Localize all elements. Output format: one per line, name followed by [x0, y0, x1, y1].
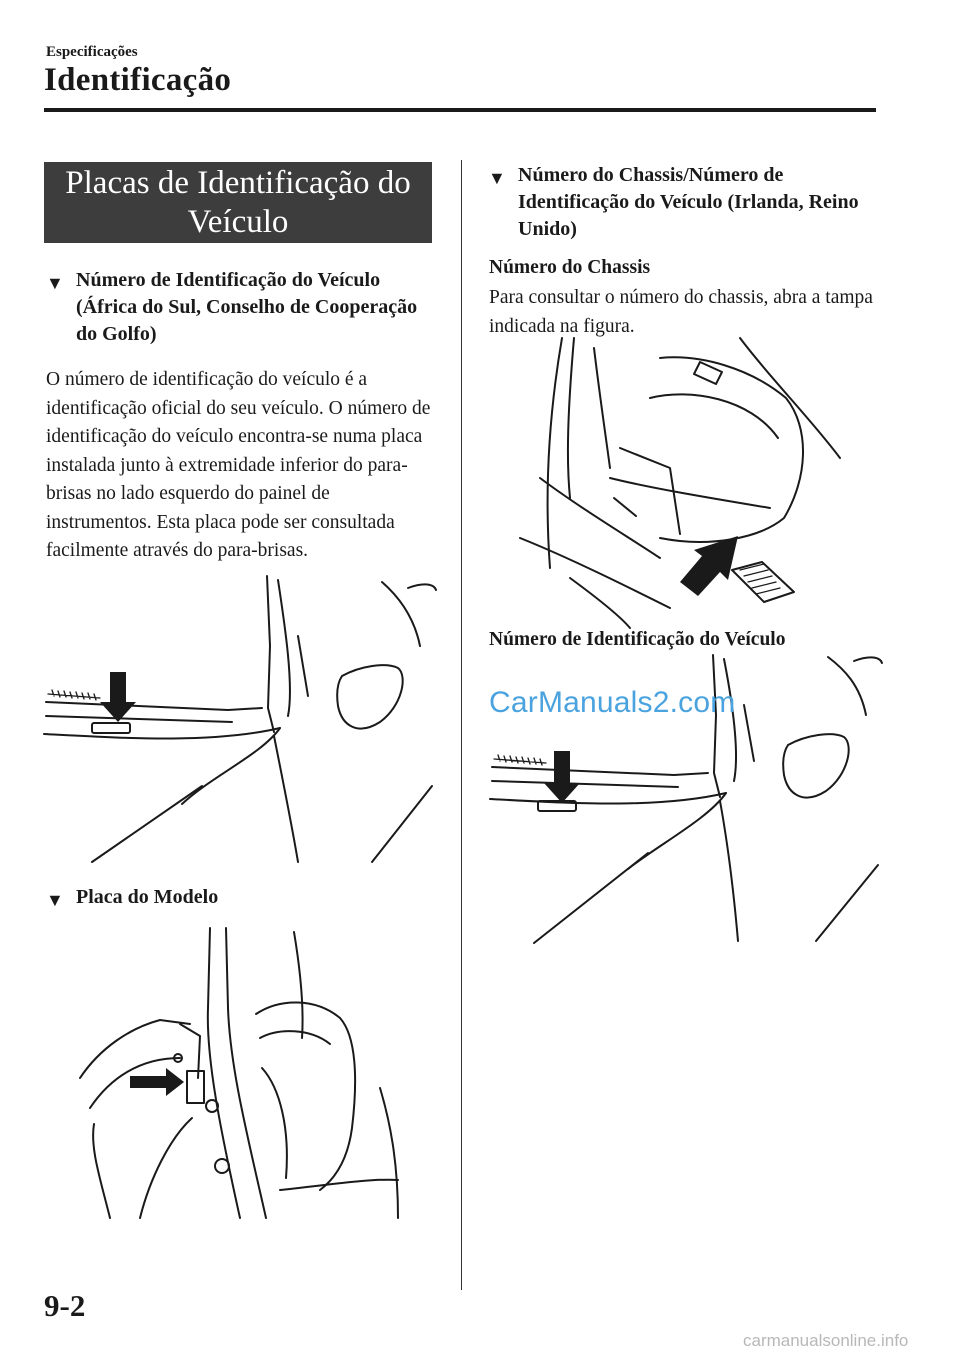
page-title: Identificação: [44, 62, 232, 98]
chassis-vin-heading-ie-uk: [488, 162, 878, 243]
down-triangle-icon: ▼: [46, 890, 64, 910]
windshield-outline: [44, 576, 436, 862]
cover-panel: [732, 562, 794, 602]
chassis-vin-heading-text: Número do Chassis/Número de Identificação do Veículo (Irlanda, Reino Unido): [518, 164, 859, 240]
door-frame-outline: [80, 928, 398, 1218]
arrow-icon: [544, 751, 580, 803]
vin-plate: [92, 723, 130, 733]
down-triangle-icon: ▼: [488, 168, 506, 188]
arrow-icon: [130, 1068, 184, 1096]
model-plate: [187, 1071, 204, 1103]
chassis-number-label: Número do Chassis: [489, 257, 651, 278]
floor-seat-outline: [520, 338, 840, 628]
vin-label: Número de Identificação do Veículo: [489, 629, 786, 650]
arrow-icon: [100, 672, 136, 722]
watermark: CarManuals2.com: [489, 686, 736, 719]
section-banner: [44, 162, 432, 243]
vin-heading-sa-gcc-text: Número de Identificação do Veículo (África do Sul, Conselho de Cooperação do Golfo): [76, 269, 418, 345]
banner-line-1: Placas de Identificação do: [65, 164, 411, 201]
footer-site-watermark: carmanualsonline.info: [743, 1331, 909, 1350]
model-plate-heading-text: Placa do Modelo: [76, 886, 219, 908]
chassis-paragraph: Para consultar o número do chassis, abra a tampa indicada na figura.: [489, 287, 873, 337]
down-triangle-icon: ▼: [46, 273, 64, 293]
windshield-vin-illustration: [42, 576, 437, 866]
vin-heading-sa-gcc: [46, 267, 436, 348]
model-plate-illustration: [80, 928, 400, 1218]
chassis-cover-illustration: [510, 338, 850, 628]
page-number: 9-2: [44, 1288, 86, 1323]
vin-paragraph: O número de identificação do veículo é a identificação oficial do seu veículo. O número de identificação do veículo encontra-se numa placa instalada junto à extremidade inferior do para-brisas no lado esquerdo do painel de instrumentos. Esta placa pode ser consultada facilmente através do para-brisas.: [46, 369, 431, 561]
header-section-label: Especificações: [46, 44, 138, 60]
header-rule: [44, 108, 876, 112]
column-divider: [461, 160, 462, 1290]
model-plate-heading: [46, 884, 436, 911]
banner-line-2: Veículo: [187, 203, 289, 240]
arrow-icon: [680, 536, 738, 596]
